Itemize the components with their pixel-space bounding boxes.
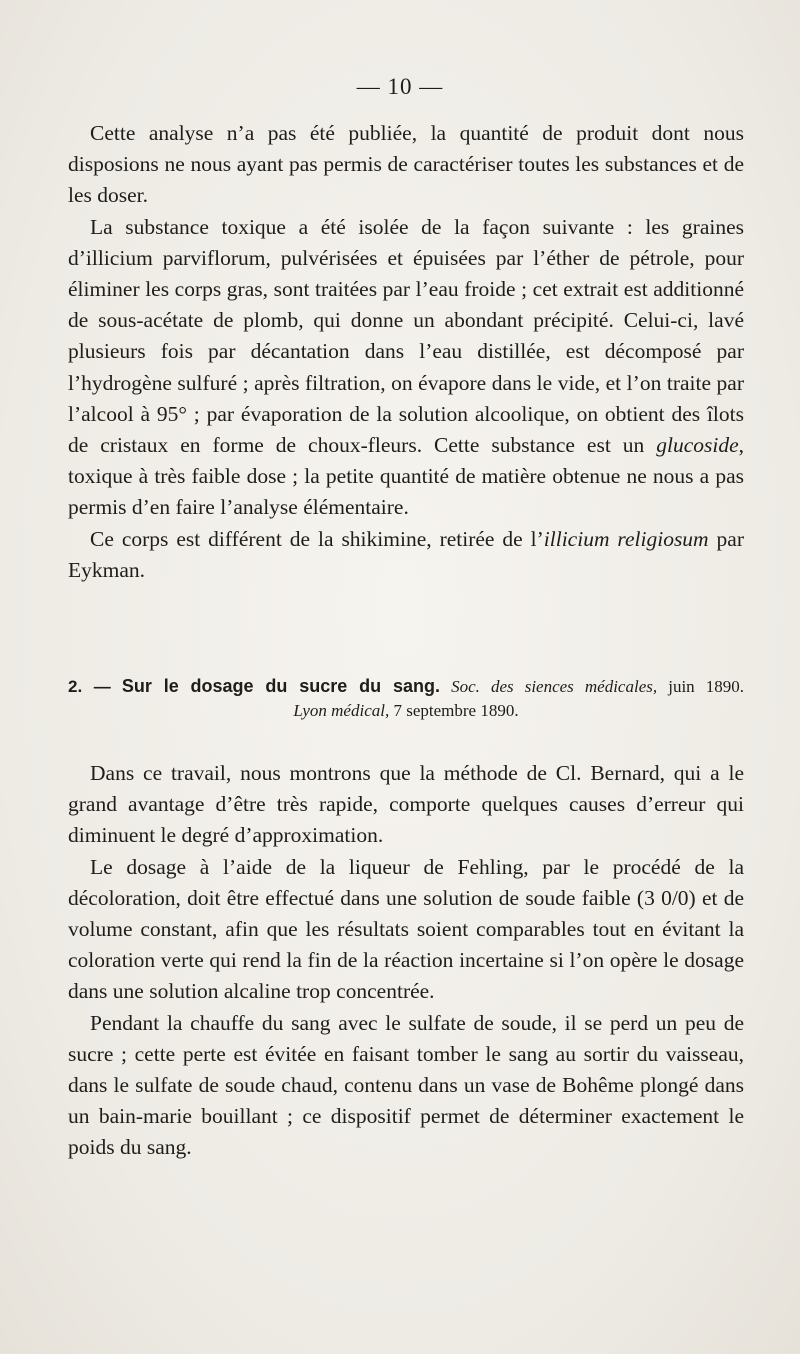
text-run: Cette analyse n’a pas été publiée, la quantité de produit dont nous disposions ne nous ayant pas permis de caractériser toutes les substances et de les doser. bbox=[68, 121, 744, 208]
page-number: — 10 — bbox=[356, 74, 444, 99]
section-1-body bbox=[68, 118, 744, 586]
text-run: Ce corps est différent de la shikimine, retirée de l’ bbox=[90, 526, 544, 551]
italic-text: glucoside bbox=[656, 433, 739, 458]
section-2-title: Sur le dosage du sucre du sang. bbox=[121, 676, 440, 696]
text-run: Le dosage à l’aide de la liqueur de Fehling, par le procédé de la décoloration, doit être effectué dans une solution de soude faible (3 0/0) et de volume constant, afin que les résultats soient comparables tout en évitant la coloration verte qui rend la fin de la réaction incertaine si l’on opère le dosage dans une solution alcaline trop concentrée. bbox=[68, 854, 744, 1004]
section-2-heading-line-2 bbox=[293, 701, 518, 720]
section-2-number: 2. — bbox=[68, 677, 111, 696]
paragraph bbox=[68, 758, 744, 852]
text-run: , toxique à très faible dose ; la petite quantité de matière obtenue ne nous a pas permis d’en faire l’analyse élémentaire. bbox=[68, 433, 744, 520]
paragraph bbox=[68, 852, 744, 1008]
section-2-source-1: Soc. des siences médicales, bbox=[451, 677, 658, 696]
section-2-date-1: juin 1890. bbox=[668, 677, 745, 696]
paragraph bbox=[68, 1008, 744, 1164]
paragraph bbox=[68, 118, 744, 212]
text-run: Dans ce travail, nous montrons que la méthode de Cl. Bernard, qui a le grand avantage d’être très rapide, comporte quelques causes d’erreur qui diminuent le degré d’approximation. bbox=[68, 761, 744, 848]
section-2-date-2: 7 septembre 1890. bbox=[393, 701, 519, 720]
paragraph bbox=[68, 524, 744, 586]
text-run: Pendant la chauffe du sang avec le sulfate de soude, il se perd un peu de sucre ; cette perte est évitée en faisant tomber le sang au sortir du vaisseau, dans le sulfate de soude chaud, contenu dans un vase de Bohême plongé dans un bain-marie bouillant ; ce dispositif permet de déterminer exactement le poids du sang. bbox=[68, 1010, 744, 1160]
section-2-heading bbox=[68, 674, 744, 723]
text-run: par Eykman. bbox=[68, 526, 744, 582]
italic-text: illicium religiosum bbox=[543, 526, 709, 551]
section-2-heading-line-1 bbox=[68, 674, 744, 699]
paragraph bbox=[68, 212, 744, 524]
section-2-body bbox=[68, 758, 744, 1164]
section-2-source-2: Lyon médical, bbox=[293, 701, 390, 720]
text-run: La substance toxique a été isolée de la façon suivante : les graines d’illicium parviflorum, pulvérisées et épuisées par l’éther de pétrole, pour éliminer les corps gras, sont traitées par l’eau froide ; cet extrait est additionné de sous-acétate de plomb, qui donne un abondant précipité. Celui-ci, lavé plusieurs fois par décantation dans l’eau distillée, est décomposé par l’hydrogène sulfuré ; après filtration, on évapore dans le vide, et l’on traite par l’alcool à 95° ; par évaporation de la solution alcoolique, on obtient des îlots de cristaux en forme de choux-fleurs. Cette substance est un bbox=[68, 214, 744, 458]
